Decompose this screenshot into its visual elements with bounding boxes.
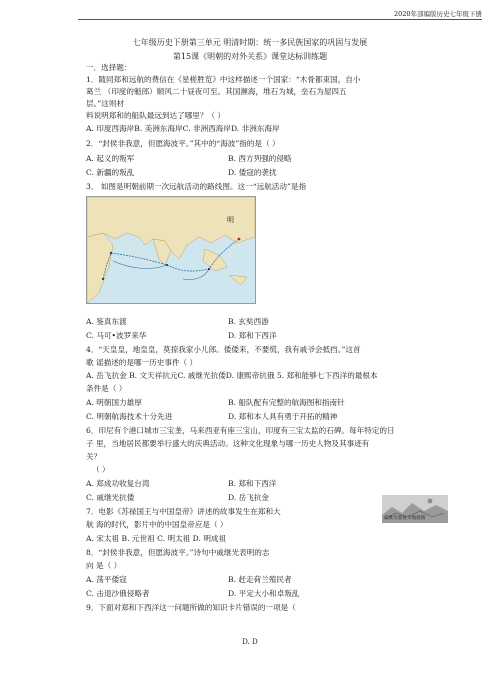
q1-options: A. 印度西海岸B. 美洲东海岸C. 非洲西海岸D. 非洲东海岸 [86,124,280,133]
header-text: 2020年部编版历史七年级下册 [393,10,482,18]
doc-title: 七年级历史下册第三单元 明清时期：统一多民族国家的巩固与发展 [132,38,368,47]
q7-illustration [382,495,448,523]
q8-option-c: C. 击退沙俄侵略者 [86,589,150,598]
map-label: 明 [227,216,234,224]
q8-line: 向 是（ ） [86,561,122,570]
q6-line: 6．印尼有个港口城市三宝垄，马来西亚有座三宝山，印度有三宝太监的石碑。每年特定的日 [86,426,395,435]
q9-stem: 9．下面对郑和下西洋这一问题所做的知识卡片错误的一项是（ [86,603,296,612]
q1-line: 料说明郑和的船队最远到达了哪里？（ ） [86,111,226,120]
section-heading: 一．选择题： [86,63,132,72]
q6-option-d: D. 岳飞抗金 [228,493,270,502]
q5-option-a: A. 明朝国力雄厚 [86,398,142,407]
illustration-caption: 戚继光收复失地群图 [384,516,426,521]
q2-stem: 2．“封侯非我意，但愿海波平。”其中的“海波”指的是（ ） [86,139,280,148]
q3-stem: 3． 如图是明朝前期一次远航活动的路线图。这一“远航活动”是指 [86,182,307,191]
q8-option-d: D. 平定大小和卓叛乱 [228,589,300,598]
q2-option-a: A. 起义的叛军 [86,154,135,163]
header-rule [78,19,482,20]
q5-line: 条件是（ ） [86,384,127,393]
q2-option-c: C. 新疆的叛乱 [86,168,135,177]
q5-option-d: D. 郑和本人具有勇于开拓的精神 [228,412,338,421]
q3-option-d: D. 郑和下西洋 [228,331,277,340]
q6-line: （ ） [92,465,110,474]
q5-option-c: C. 明朝航海技术十分先进 [86,412,173,421]
q6-line: 关？ [86,452,102,461]
lesson-title: 第15课《明朝的对外关系》课堂达标训练题 [172,52,328,61]
q6-line: 子 里，当地居民都要举行盛大的庆典活动。这种文化现象与哪一历史人物及其事迹有 [86,439,370,448]
q5-option-b: B. 船队配有完整的航海图和指南针 [228,398,345,407]
q8-option-b: B. 赶走荷兰殖民者 [228,575,292,584]
q1-line: 1．随同郑和远航的费信在《星槎胜览》中这样描述一个国家：“木骨都束国，自小 [86,75,361,84]
q7-line: 7．电影《苏禄国王与中国皇帝》讲述的故事发生在郑和大 [86,507,281,516]
q2-option-b: B. 西方列强的侵略 [228,154,292,163]
q3-option-a: A. 鉴真东渡 [86,317,127,326]
q7-options: A. 宋太祖 B. 元世祖 C. 明太祖 D. 明成祖 [86,534,227,543]
q6-option-a: A. 郑成功收复台湾 [86,479,150,488]
q6-option-c: C. 戚继光抗倭 [86,493,135,502]
q4-line: 4．“天皇皇，地皇皇，莫掠我家小儿郎。倭倭来，不要慌，我有戚爷会抵挡。”这首 [86,345,361,354]
q1-line: 层。”这则材 [86,99,125,108]
q4-line: A. 岳飞抗金 B. 文天祥抗元C. 戚继光抗倭D. 康熙帝抗俄 5. 郑和能够七下西洋的最根本 [86,371,378,380]
voyage-route-map [86,196,256,304]
q6-option-b: B. 郑和下西洋 [228,479,277,488]
q4-line: 歌 谣描述的是哪一历史事件（ ） [86,358,198,367]
q7-line: 航 海的时代，影片中的中国皇帝应是（ ） [86,520,228,529]
page-footer: D. D [242,638,258,646]
q2-option-d: D. 倭寇的袭扰 [228,168,277,177]
q3-option-c: C. 马可•波罗来华 [86,331,147,340]
map-graphic [87,197,255,303]
q1-line: 葛兰 （印度的魁郎）顺风二十昼夜可至。其国濒海，堆石为城，垒石为屋四五 [86,87,347,96]
q3-option-b: B. 玄奘西游 [228,317,269,326]
q8-option-a: A. 荡平倭寇 [86,575,127,584]
q8-line: 8．“封侯非我意，但愿海波平。”诗句中戚继光表明的志 [86,548,270,557]
